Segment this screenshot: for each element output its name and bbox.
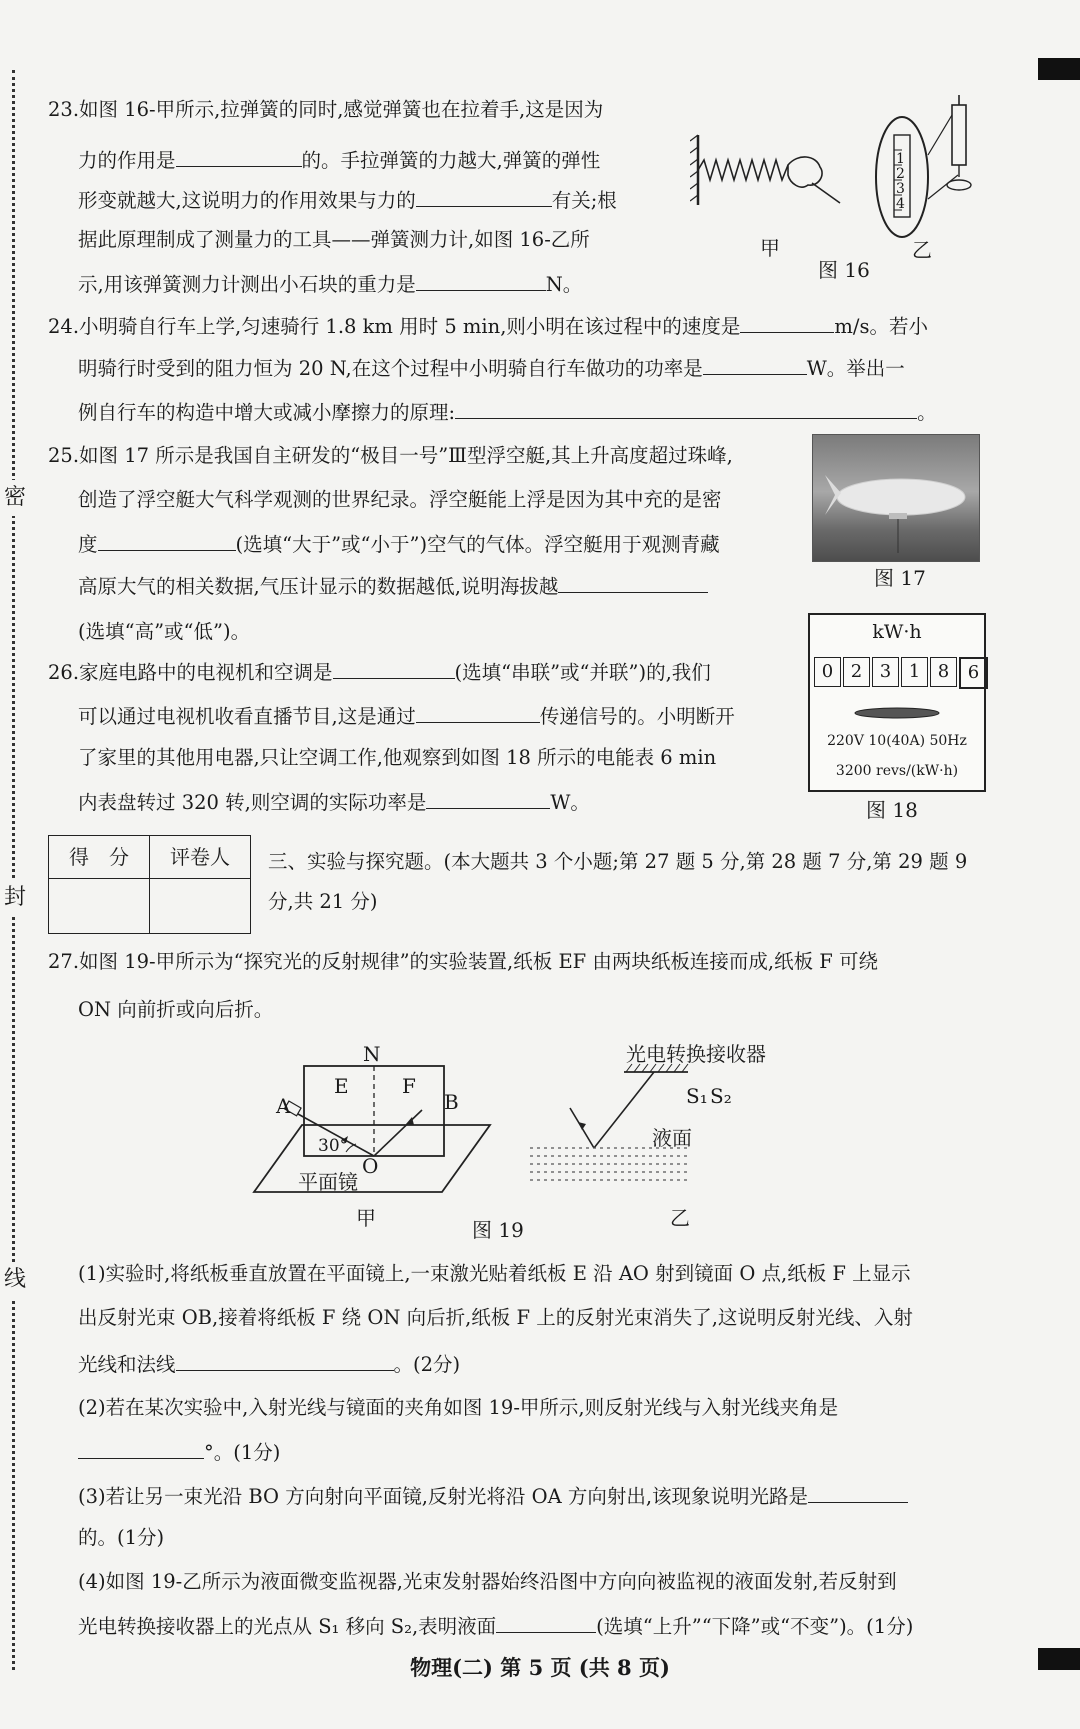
label-S1: S₁	[686, 1084, 708, 1108]
label-S2: S₂	[710, 1084, 732, 1108]
q26-text: 26.家庭电路中的电视机和空调是	[48, 661, 333, 684]
q25-line-3	[78, 532, 720, 557]
q23-text: 形变就越大,这说明力的作用效果与力的	[78, 189, 416, 212]
q24-text: 24.小明骑自行车上学,匀速骑行 1.8 km 用时 5 min,则小明在该过程中的速度是	[48, 315, 741, 338]
edge-marker-top	[1038, 58, 1080, 80]
answer-blank[interactable]	[740, 314, 834, 333]
figure-16-label-jia: 甲	[760, 236, 780, 260]
label-E: E	[334, 1074, 349, 1098]
q23-text: 的。手拉弹簧的力越大,弹簧的弹性	[301, 149, 601, 172]
meter-digit: 0	[814, 657, 841, 687]
spring-figure-jia	[690, 135, 840, 205]
figure-19-label-yi: 乙	[670, 1206, 690, 1230]
q26-text: 传递信号的。小明断开	[539, 705, 735, 728]
answer-blank[interactable]	[496, 1614, 596, 1633]
q23-text: 示,用该弹簧测力计测出小石块的重力是	[78, 273, 416, 296]
q27-p3-line-2: 的。(1分)	[78, 1526, 165, 1549]
q23-line-3	[78, 188, 617, 213]
score-header: 得 分	[49, 836, 150, 879]
airship-image	[813, 435, 979, 561]
q27-p4-line-2	[78, 1614, 913, 1639]
q23-line-1: 23.如图 16-甲所示,拉弹簧的同时,感觉弹簧也在拉着手,这是因为	[48, 98, 604, 121]
q25-text: (选填“大于”或“小于”)空气的气体。浮空艇用于观测青藏	[235, 533, 720, 556]
q27-p1-line-2: 出反射光束 OB,接着将纸板 F 绕 ON 向后折,纸板 F 上的反射光束消失了,这说明反射光线、入射	[78, 1306, 913, 1329]
answer-blank[interactable]	[808, 1484, 908, 1503]
q27-p1-line-1: (1)实验时,将纸板垂直放置在平面镜上,一束激光贴着纸板 E 沿 AO 射到镜面 O 点,纸板 F 上显示	[78, 1262, 911, 1285]
spring-scale-figure-yi	[876, 95, 971, 237]
q26-line-1	[48, 660, 711, 685]
label-plane-mirror: 平面镜	[298, 1170, 358, 1194]
q27-p4-line-1: (4)如图 19-乙所示为液面微变监视器,光束发射器始终沿图中方向向被监视的液面发射,若反射到	[78, 1570, 897, 1593]
label-liquid-surface: 液面	[652, 1126, 692, 1150]
q24-text: W。举出一	[806, 357, 905, 380]
figure-16-label-yi: 乙	[912, 238, 932, 262]
q25-line-2: 创造了浮空艇大气科学观测的世界纪录。浮空艇能上浮是因为其中充的是密	[78, 488, 722, 511]
answer-blank[interactable]	[78, 1440, 204, 1459]
meter-disc	[852, 703, 942, 723]
q27-intro-line-1: 27.如图 19-甲所示为“探究光的反射规律”的实验装置,纸板 EF 由两块纸板连接而成,纸板 F 可绕	[48, 950, 879, 973]
scale-number-4: 4	[896, 196, 905, 212]
label-A: A	[276, 1094, 291, 1118]
seal-char-mi: 密	[4, 480, 26, 516]
answer-blank[interactable]	[176, 148, 302, 167]
meter-digits	[814, 657, 990, 689]
answer-blank[interactable]	[416, 272, 546, 291]
q23-line-5	[78, 272, 582, 297]
q23-line-2	[78, 148, 600, 173]
label-angle-30: 30°	[318, 1136, 349, 1156]
airship-photo	[812, 434, 980, 562]
q26-text: (选填“串联”或“并联”)的,我们	[454, 661, 711, 684]
q26-line-3: 了家里的其他用电器,只让空调工作,他观察到如图 18 所示的电能表 6 min	[78, 746, 717, 769]
q25-line-1: 25.如图 17 所示是我国自主研发的“极目一号”Ⅲ型浮空艇,其上升高度超过珠峰,	[48, 444, 733, 467]
electricity-meter	[808, 613, 986, 792]
figure-18-caption: 图 18	[866, 798, 918, 822]
meter-digit-decimal: 6	[959, 657, 988, 689]
q26-line-4	[78, 790, 590, 815]
figure-17-caption: 图 17	[874, 566, 926, 590]
q27-text: 光线和法线	[78, 1353, 176, 1376]
seal-char-xian: 线	[4, 1262, 26, 1298]
seal-char-feng: 封	[4, 880, 26, 916]
q27-text: 光电转换接收器上的光点从 S₁ 移向 S₂,表明液面	[78, 1615, 497, 1638]
q27-intro-line-2: ON 向前折或向后折。	[78, 998, 274, 1021]
figure-16	[690, 95, 990, 275]
q27-text: (3)若让另一束光沿 BO 方向射向平面镜,反射光将沿 OA 方向射出,该现象说明光路是	[78, 1485, 809, 1508]
score-cell[interactable]	[49, 879, 150, 934]
answer-blank[interactable]	[416, 704, 540, 723]
answer-blank[interactable]	[98, 532, 236, 551]
q24-line-3	[78, 400, 937, 425]
scale-number-1: 1	[896, 151, 905, 167]
binding-line	[12, 70, 15, 1670]
q27-p2-line-2	[78, 1440, 280, 1465]
meter-digit: 8	[930, 657, 957, 687]
q26-line-2	[78, 704, 735, 729]
label-O: O	[362, 1154, 379, 1178]
figure-19-label-jia: 甲	[356, 1206, 376, 1230]
scale-number-3: 3	[896, 181, 905, 197]
q25-line-5: (选填“高”或“低”)。	[78, 620, 251, 643]
q23-text: 有关;根	[551, 189, 617, 212]
q24-text: 明骑行时受到的阻力恒为 20 N,在这个过程中小明骑自行车做功的功率是	[78, 357, 703, 380]
q25-text: 高原大气的相关数据,气压计显示的数据越低,说明海拔越	[78, 575, 559, 598]
scale-number-2: 2	[896, 166, 905, 182]
meter-spec-revs: 3200 revs/(kW·h)	[835, 763, 959, 779]
grader-header: 评卷人	[150, 836, 251, 879]
q24-text: 例自行车的构造中增大或减小摩擦力的原理:	[78, 401, 456, 424]
meter-spec-rating: 220V 10(40A) 50Hz	[827, 733, 967, 749]
q23-line-4: 据此原理制成了测量力的工具——弹簧测力计,如图 16-乙所	[78, 228, 590, 251]
q27-text: °。(1分)	[204, 1441, 281, 1464]
page-footer: 物理(二) 第 5 页 (共 8 页)	[410, 1655, 670, 1680]
figure-19-caption: 图 19	[472, 1218, 524, 1242]
q25-line-4	[78, 574, 708, 599]
q27-p1-line-3	[78, 1352, 460, 1377]
meter-digit: 1	[901, 657, 928, 687]
label-receiver: 光电转换接收器	[626, 1042, 766, 1066]
reflected-ray	[374, 1110, 422, 1156]
answer-blank[interactable]	[333, 660, 455, 679]
q24-text: m/s。若小	[834, 315, 928, 338]
q24-line-1	[48, 314, 928, 339]
meter-unit: kW·h	[872, 621, 922, 643]
q25-text: 度	[78, 533, 98, 556]
q26-text: W。	[550, 791, 590, 814]
answer-blank[interactable]	[558, 574, 708, 593]
q27-text: 。(2分)	[393, 1353, 461, 1376]
q23-text: 力的作用是	[78, 149, 176, 172]
q23-text: N。	[545, 273, 583, 296]
figure-19-yi	[520, 1050, 700, 1190]
score-table	[48, 835, 251, 934]
answer-blank[interactable]	[416, 188, 552, 207]
label-F: F	[402, 1074, 416, 1098]
q24-text: 。	[917, 401, 937, 424]
grader-cell[interactable]	[150, 879, 251, 934]
figure-16-caption: 图 16	[818, 258, 870, 282]
q26-text: 内表盘转过 320 转,则空调的实际功率是	[78, 791, 427, 814]
reflected-beam	[594, 1072, 654, 1148]
answer-blank[interactable]	[455, 400, 917, 419]
meter-digit: 3	[872, 657, 899, 687]
q27-p3-line-1	[78, 1484, 908, 1509]
q26-text: 可以通过电视机收看直播节目,这是通过	[78, 705, 416, 728]
meter-digit: 2	[843, 657, 870, 687]
label-B: B	[444, 1090, 459, 1114]
answer-blank[interactable]	[703, 356, 807, 375]
q27-text: (选填“上升”“下降”或“不变”)。(1分)	[596, 1615, 914, 1638]
answer-blank[interactable]	[176, 1352, 394, 1371]
answer-blank[interactable]	[426, 790, 550, 809]
section-3-title-line-1: 三、实验与探究题。(本大题共 3 个小题;第 27 题 5 分,第 28 题 7 分,第 29 题 9	[268, 850, 968, 873]
label-N: N	[363, 1042, 381, 1066]
q24-line-2	[78, 356, 905, 381]
q27-p2-line-1: (2)若在某次实验中,入射光线与镜面的夹角如图 19-甲所示,则反射光线与入射光线夹角是	[78, 1396, 839, 1419]
section-3-title-line-2: 分,共 21 分)	[268, 890, 378, 913]
